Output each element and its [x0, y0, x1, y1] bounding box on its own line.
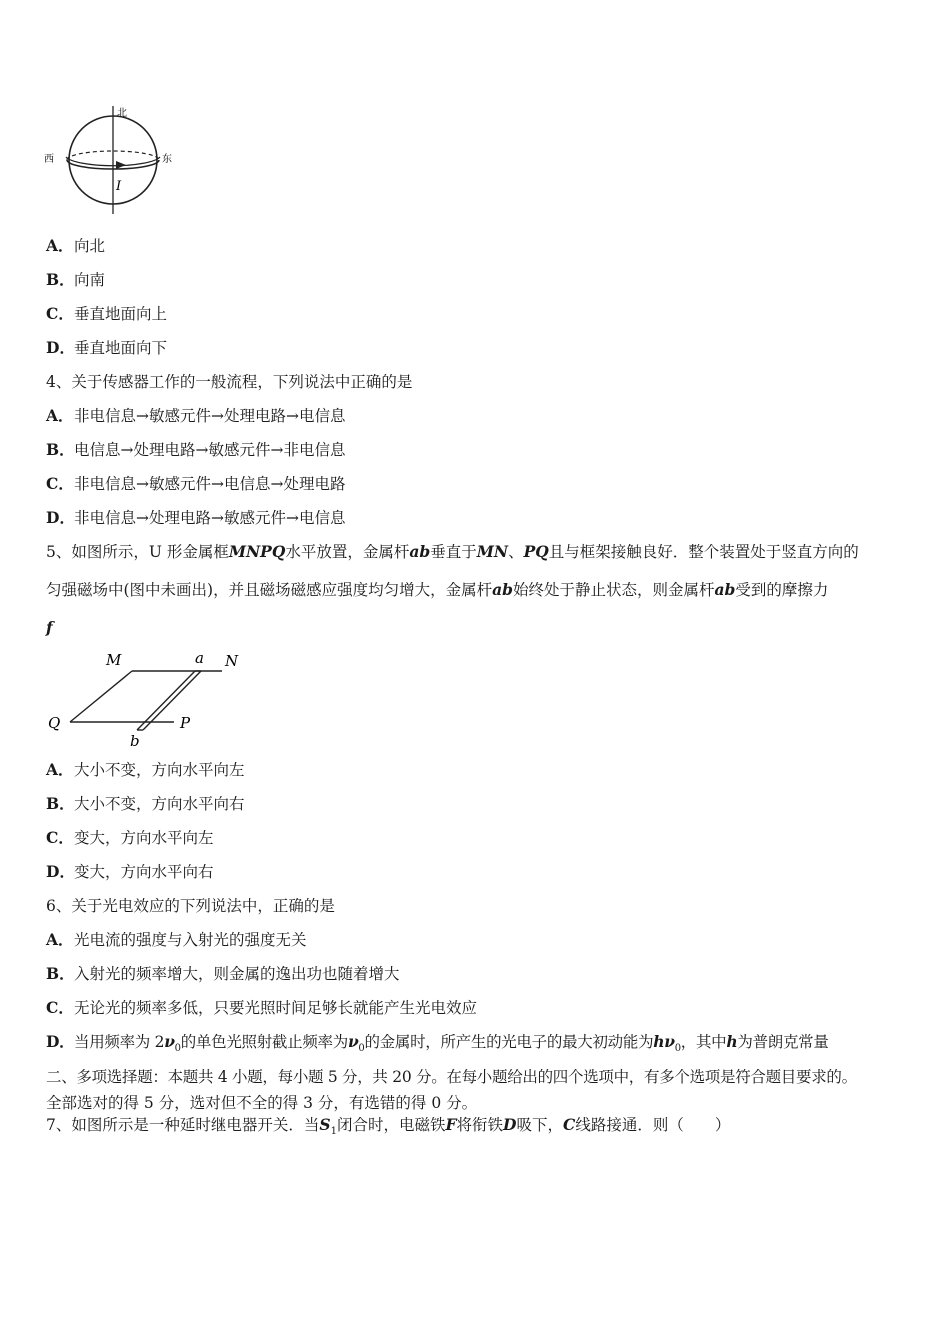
q6-option-d: D．当用频率为 $2\nu_0$的单色光照射截止频率为$\nu_0$的金属时，所产生的光电子的最大初动能为$h\nu_0$，其中h为普朗克常量	[46, 1032, 829, 1055]
rod-ab-right	[143, 671, 201, 730]
label-n: N	[225, 652, 239, 670]
q6-stem: 6、关于光电效应的下列说法中，正确的是	[46, 897, 335, 915]
globe-figure	[40, 100, 190, 220]
q7-stem: 7、如图所示是一种延时继电器开关．当$S_1$闭合时，电磁铁F将衔铁D吸下，C线路接通．则（ ）	[46, 1115, 731, 1138]
label-west: 西	[44, 154, 54, 165]
q6-option-c: C．无论光的频率多低，只要光照时间足够长就能产生光电效应	[46, 998, 478, 1017]
q5-option-b: B．大小不变，方向水平向右	[46, 794, 245, 813]
q3-option-a: A．向北	[46, 236, 106, 255]
q3-option-d: D．垂直地面向下	[46, 338, 168, 357]
q5-stem-line1: 5、如图所示，U 形金属框MNPQ水平放置，金属杆ab垂直于MN、PQ且与框架接触良好．整个装置处于竖直方向的	[46, 542, 859, 561]
label-b: b	[130, 732, 140, 750]
label-p: P	[180, 714, 191, 732]
label-north: 北	[117, 108, 127, 119]
q4-option-d: D．非电信息→处理电路→敏感元件→电信息	[46, 508, 346, 527]
q5-stem-line2: 匀强磁场中(图中未画出)，并且磁场磁感应强度均匀增大，金属杆ab始终处于静止状态，则金属杆ab受到的摩擦力	[46, 580, 829, 599]
q5-stem-line3: f	[46, 618, 53, 637]
q4-stem: 4、关于传感器工作的一般流程，下列说法中正确的是	[46, 373, 413, 391]
q5-option-d: D．变大，方向水平向右	[46, 862, 214, 881]
section2-line1: 二、多项选择题：本题共 4 小题，每小题 5 分，共 20 分。在每小题给出的四个选项中，有多个选项是符合题目要求的。	[46, 1068, 857, 1086]
q4-option-b: B．电信息→处理电路→敏感元件→非电信息	[46, 440, 346, 459]
label-q: Q	[48, 714, 61, 732]
rail-mq	[70, 671, 132, 722]
q3-option-b: B．向南	[46, 270, 106, 289]
section2-line2: 全部选对的得 5 分，选对但不全的得 3 分，有选错的得 0 分。	[46, 1094, 478, 1112]
q6-option-b: B．入射光的频率增大，则金属的逸出功也随着增大	[46, 964, 400, 983]
label-m: M	[106, 651, 122, 669]
q4-option-a: A．非电信息→敏感元件→处理电路→电信息	[46, 406, 346, 425]
q3-option-c: C．垂直地面向上	[46, 304, 168, 323]
current-arrow	[116, 161, 126, 169]
label-east: 东	[162, 154, 172, 165]
q5-option-c: C．变大，方向水平向左	[46, 828, 214, 847]
label-a: a	[195, 649, 204, 667]
label-current: I	[116, 179, 122, 194]
q5-option-a: A．大小不变，方向水平向左	[46, 760, 245, 779]
q6-option-a: A．光电流的强度与入射光的强度无关	[46, 930, 307, 949]
q4-option-c: C．非电信息→敏感元件→电信息→处理电路	[46, 474, 346, 493]
frame-figure	[42, 645, 252, 750]
